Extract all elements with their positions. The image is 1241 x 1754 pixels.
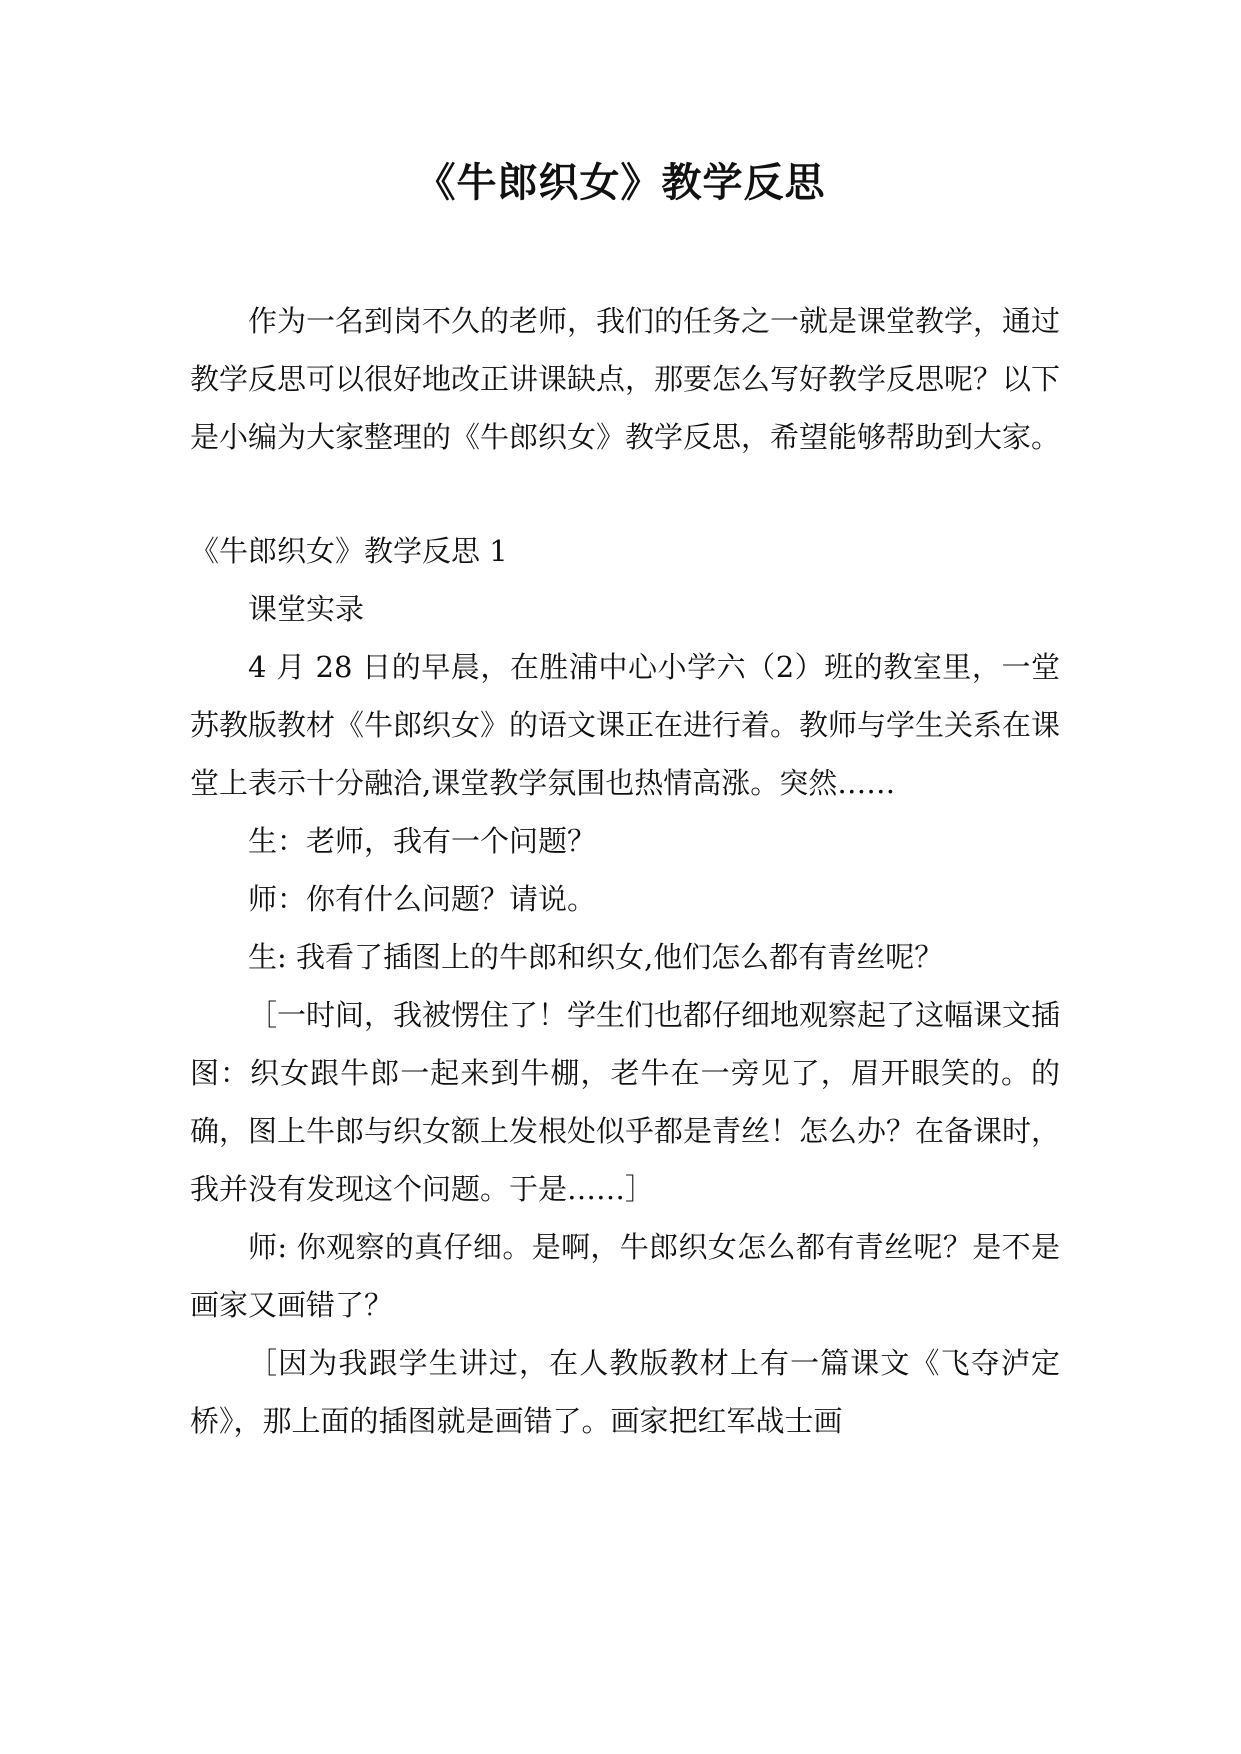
paragraph: 课堂实录 bbox=[248, 592, 365, 626]
document-body bbox=[190, 292, 1060, 1450]
section-spacer bbox=[190, 466, 1060, 522]
paragraph: 师: 你观察的真仔细。是啊，牛郎织女怎么都有青丝呢？是不是画家又画错了？ bbox=[190, 1230, 1060, 1322]
intro-paragraph: 作为一名到岗不久的老师，我们的任务之一就是课堂教学，通过教学反思可以很好地改正讲课缺点，那要怎么写好教学反思呢？以下是小编为大家整理的《牛郎织女》教学反思，希望能够帮助到大家。 bbox=[190, 304, 1061, 454]
document-title: 《牛郎织女》教学反思 bbox=[415, 160, 826, 206]
paragraph: ［因为我跟学生讲过，在人教版教材上有一篇课文《飞夺泸定桥》，那上面的插图就是画错了。画家把红军战士画 bbox=[190, 1346, 1060, 1438]
paragraph: ［一时间，我被愣住了！学生们也都仔细地观察起了这幅课文插图：织女跟牛郎一起来到牛棚，老牛在一旁见了，眉开眼笑的。的确，图上牛郎与织女额上发根处似乎都是青丝！怎么办？在备课时，我并没有发现这个问题。于是……］ bbox=[190, 998, 1061, 1206]
paragraph: 师：你有什么问题？请说。 bbox=[248, 882, 597, 916]
paragraph: 生：老师，我有一个问题？ bbox=[248, 824, 597, 858]
paragraph: 4 月 28 日的早晨，在胜浦中心小学六（2）班的教室里，一堂苏教版教材《牛郎织女》的语文课正在进行着。教师与学生关系在课堂上表示十分融洽,课堂教学氛围也热情高涨。突然…… bbox=[190, 650, 1061, 800]
section-heading: 《牛郎织女》教学反思 1 bbox=[190, 534, 508, 568]
paragraph: 生: 我看了插图上的牛郎和织女,他们怎么都有青丝呢？ bbox=[248, 940, 944, 974]
